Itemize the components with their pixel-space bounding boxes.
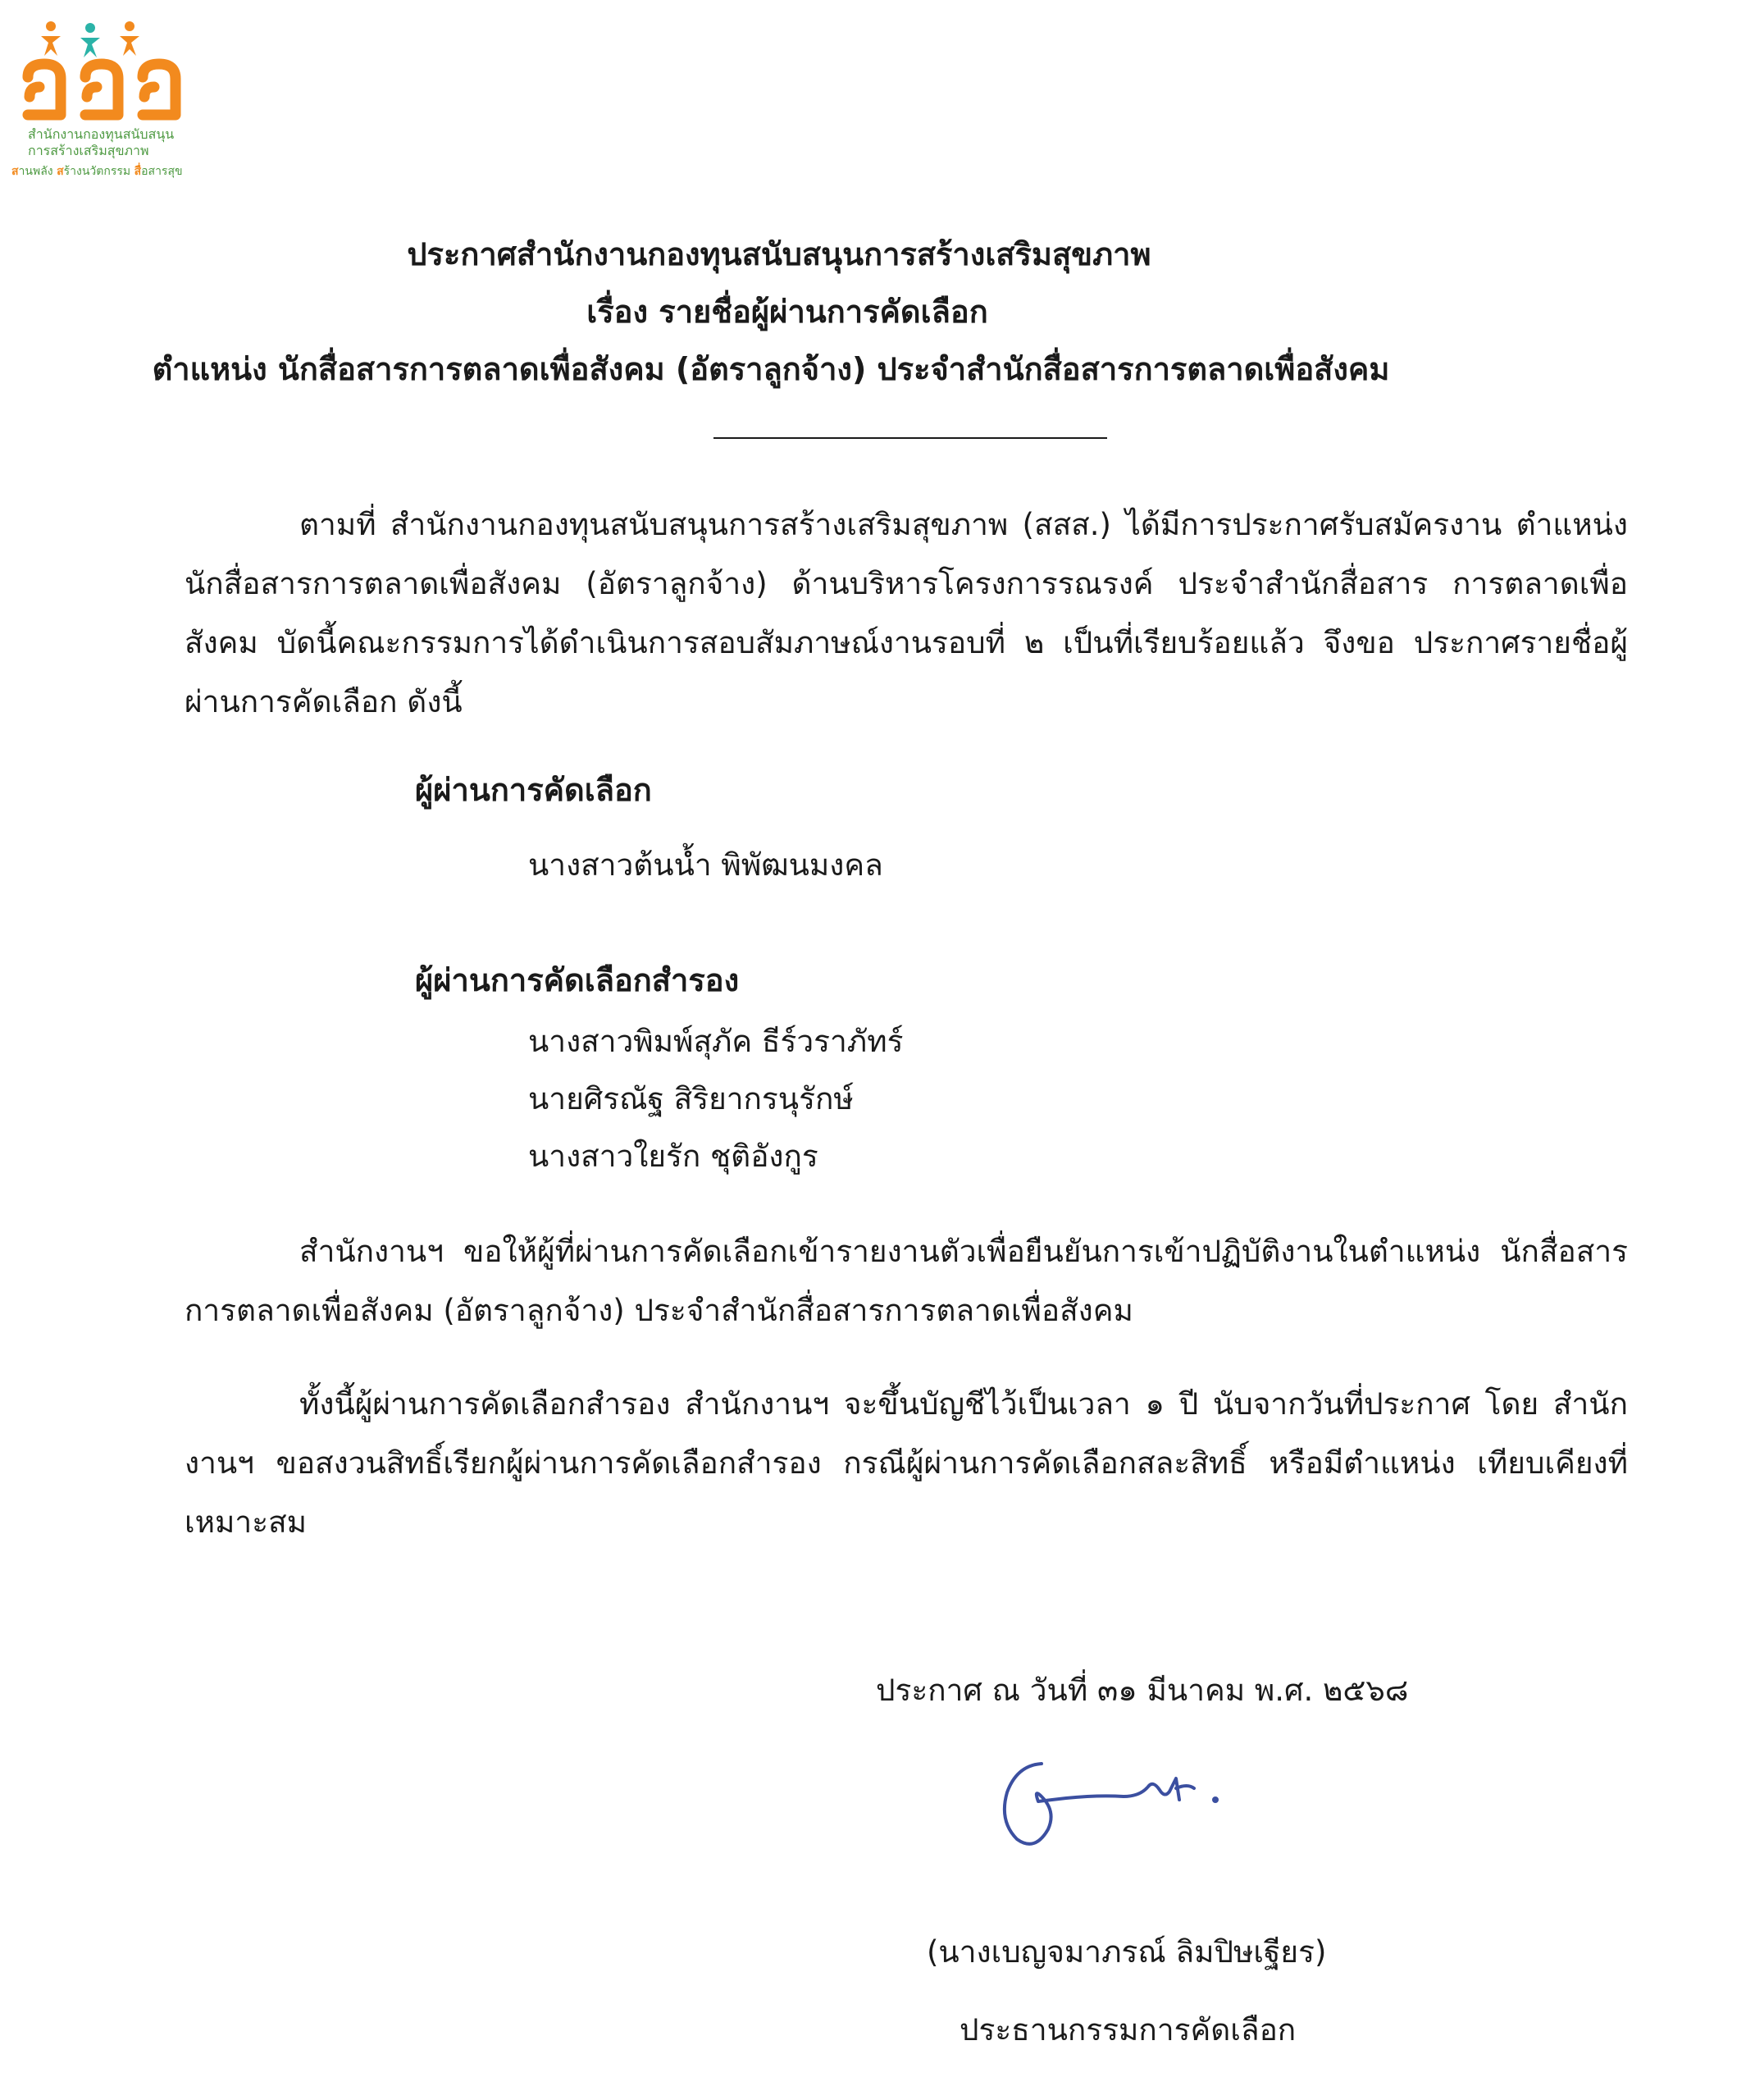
intro-paragraph-text: ตามที่ สำนักงานกองทุนสนับสนุนการสร้างเสริมสุขภาพ (สสส.) ได้มีการประกาศรับสมัครงาน ตำแหน่ง นักสื่อสารการตลาดเพื่อสังคม (อัตราลูกจ้าง) ด้านบริหารโครงการรณรงค์ ประจำสำนักสื่อสาร การตลาดเพื่อสังคม บัดนี้คณะกรรมการได้ดำเนินการสอบสัมภาษณ์งานรอบที่ ๒ เป็นที่เรียบร้อยแล้ว จึงขอ ประกาศรายชื่อผู้ผ่านการคัดเลือก ดังนี้ [185,507,1628,719]
reserve-policy-paragraph [185,1375,1628,1552]
logo-tagline-accent: ส [57,165,64,178]
logo-tagline-text: ร้างนวัตกรรม [63,165,131,178]
signer-title: ประธานกรรมการคัดเลือก [960,2012,1297,2048]
reserve-candidate: นายศิรณัฐ สิริยากรนุรักษ์ [528,1081,854,1116]
reserve-candidate: นางสาวพิมพ์สุภัค ธีร์วราภัทร์ [528,1024,904,1059]
signer-name: (นางเบญจมาภรณ์ ลิมปิษเฐียร) [927,1934,1327,1970]
selected-candidate: นางสาวต้นน้ำ พิพัฒนมงคล [528,847,883,883]
reserve-policy-paragraph-text: ทั้งนี้ผู้ผ่านการคัดเลือกสำรอง สำนักงานฯ จะขึ้นบัญชีไว้เป็นเวลา ๑ ปี นับจากวันที่ประกาศ โดย สำนักงานฯ ขอสงวนสิทธิ์เรียกผู้ผ่านการคัดเลือกสำรอง กรณีผู้ผ่านการคัดเลือกสละสิทธิ์ หรือมีตำแหน่ง เทียบเคียงที่เหมาะสม [185,1386,1628,1540]
selected-heading: ผู้ผ่านการคัดเลือก [415,772,652,808]
reserve-heading: ผู้ผ่านการคัดเลือกสำรอง [415,962,740,998]
announcement-title: ประกาศสำนักงานกองทุนสนับสนุนการสร้างเสริมสุขภาพ [407,236,1151,272]
logo-tagline-accent: ส [11,165,19,178]
reserve-candidate: นางสาวใยรัก ชุติอังกูร [528,1139,818,1174]
report-paragraph-text: สำนักงานฯ ขอให้ผู้ที่ผ่านการคัดเลือกเข้ารายงานตัวเพื่อยืนยันการเข้าปฏิบัติงานในตำแหน่ง นักสื่อสารการตลาดเพื่อสังคม (อัตราลูกจ้าง) ประจำสำนักสื่อสารการตลาดเพื่อสังคม [185,1234,1628,1328]
intro-paragraph [185,495,1628,732]
announcement-date: ประกาศ ณ วันที่ ๓๑ มีนาคม พ.ศ. ๒๕๖๘ [876,1673,1409,1708]
logo-tagline-text: านพลัง [18,165,53,178]
logo-org-line1: สำนักงานกองทุนสนับสนุน [28,126,175,142]
announcement-position: ตำแหน่ง นักสื่อสารการตลาดเพื่อสังคม (อัตราลูกจ้าง) ประจำสำนักสื่อสารการตลาดเพื่อสังคม [152,351,1390,387]
logo-mark-icon [11,18,208,129]
logo-tagline-accent: สื่ [134,165,142,178]
logo-tagline-text: อสารสุข [141,165,183,178]
report-paragraph [185,1222,1628,1340]
title-divider [713,437,1107,439]
thaihealth-logo [11,18,208,190]
logo-tagline [11,164,183,179]
signature-icon [984,1747,1263,1879]
logo-org-line2: การสร้างเสริมสุขภาพ [28,143,149,158]
announcement-subject: เรื่อง รายชื่อผู้ผ่านการคัดเลือก [586,294,988,330]
